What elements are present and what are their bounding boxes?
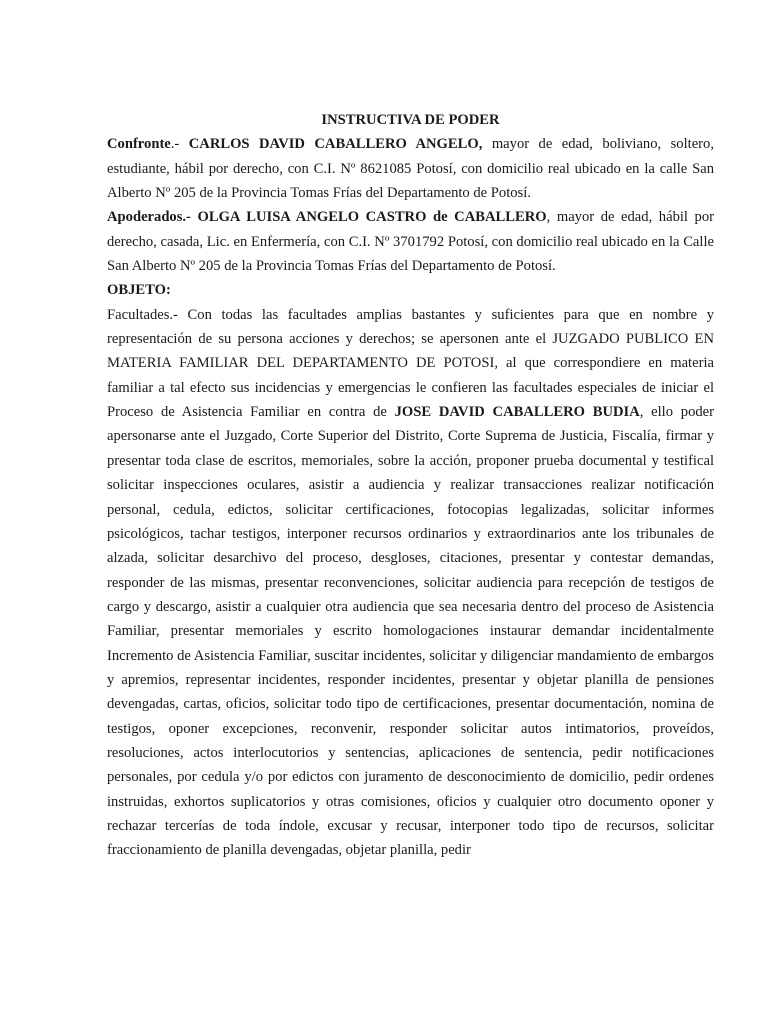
document-title: INSTRUCTIVA DE PODER xyxy=(321,112,500,128)
confronte-label: Confronte xyxy=(107,136,171,153)
confronte-text: mayor de edad, boliviano, soltero, estudiante, hábil por derecho, con C.I. Nº 8621085 Potosí, con domicilio real ubicado en la calle San Alberto Nº 205 de la Provincia Tomas Frías del Departamento de Potosí. xyxy=(107,136,714,202)
facultades-rest: , ello poder apersonarse ante el Juzgado, Corte Superior del Distrito, Corte Suprema de Justicia, Fiscalía, firmar y presentar toda clase de escritos, memoriales, sobre la acción, proponer prueba documental y testifical solicitar inspecciones oculares, asistir a audiencia y realizar transacciones realizar notificación personal, cedula, edictos, solicitar certificaciones, fotocopias legalizadas, solicitar informes psicológicos, tachar testigos, interponer recursos ordinarios y extraordinarios ante los tribunales de alzada, solicitar desarchivo del proceso, desgloses, citaciones, presentar y contestar demandas, responder de las mismas, presentar reconvenciones, solicitar audiencia para recepción de testigos de cargo y descargo, asistir a cualquier otra audiencia que sea necesaria dentro del proceso de Asistencia Familiar, presentar memoriales y escrito homologaciones instaurar demandar incidentalmente Incremento de Asistencia Familiar, suscitar incidentes, solicitar y diligenciar mandamiento de embargos y apremios, representar incidentes, responder incidentes, presentar y objetar planilla de pensiones devengadas, cartas, oficios, solicitar todo tipo de certificaciones, presentar documentación, nomina de testigos, oponer excepciones, reconvenir, responder solicitar autos intimatorios, proveídos, resoluciones, actos interlocutorios y sentencias, aplicaciones de sentencia, pedir notificaciones personales, por cedula y/o por edictos con juramento de desconocimiento de domicilio, pedir ordenes instruidas, exhortos suplicatorios y otras comisiones, oficios y cualquier otro documento oponer y rechazar tercerías de toda índole, excusar y recusar, interponer todo tipo de recursos, solicitar fraccionamiento de planilla devengadas, objetar planilla, pedir xyxy=(107,404,715,859)
facultades-paragraph xyxy=(107,303,714,863)
confronte-paragraph xyxy=(107,132,714,205)
apoderados-label: Apoderados.- xyxy=(107,209,198,226)
apoderados-text: , mayor de edad, hábil por derecho, casada, Lic. en Enfermería, con C.I. Nº 3701792 Potosí, con domicilio real ubicado en la Calle San Alberto Nº 205 de la Provincia Tomas Frías del Departamento de Potosí. xyxy=(107,209,715,275)
confronte-name: CARLOS DAVID CABALLERO ANGELO, xyxy=(188,136,483,153)
confronte-separator: .- xyxy=(170,136,189,153)
apoderados-paragraph xyxy=(107,205,714,278)
apoderados-name: OLGA LUISA ANGELO CASTRO de CABALLERO xyxy=(197,209,547,226)
facultades-intro: Facultades.- Con todas las facultades amplias bastantes y suficientes para que en nombre y representación de su persona acciones y derechos; se apersonen ante el JUZGADO PUBLICO EN MATERIA FAMILIAR DEL DEPARTAMENTO DE POTOSI, al que correspondiere en materia familiar a tal efecto sus incidencias y emergencias le confieren las facultades especiales de iniciar el Proceso de Asistencia Familiar en contra de xyxy=(107,306,714,421)
document-page xyxy=(107,108,714,863)
objeto-heading: OBJETO: xyxy=(107,282,171,299)
facultades-name: JOSE DAVID CABALLERO BUDIA xyxy=(394,404,640,421)
